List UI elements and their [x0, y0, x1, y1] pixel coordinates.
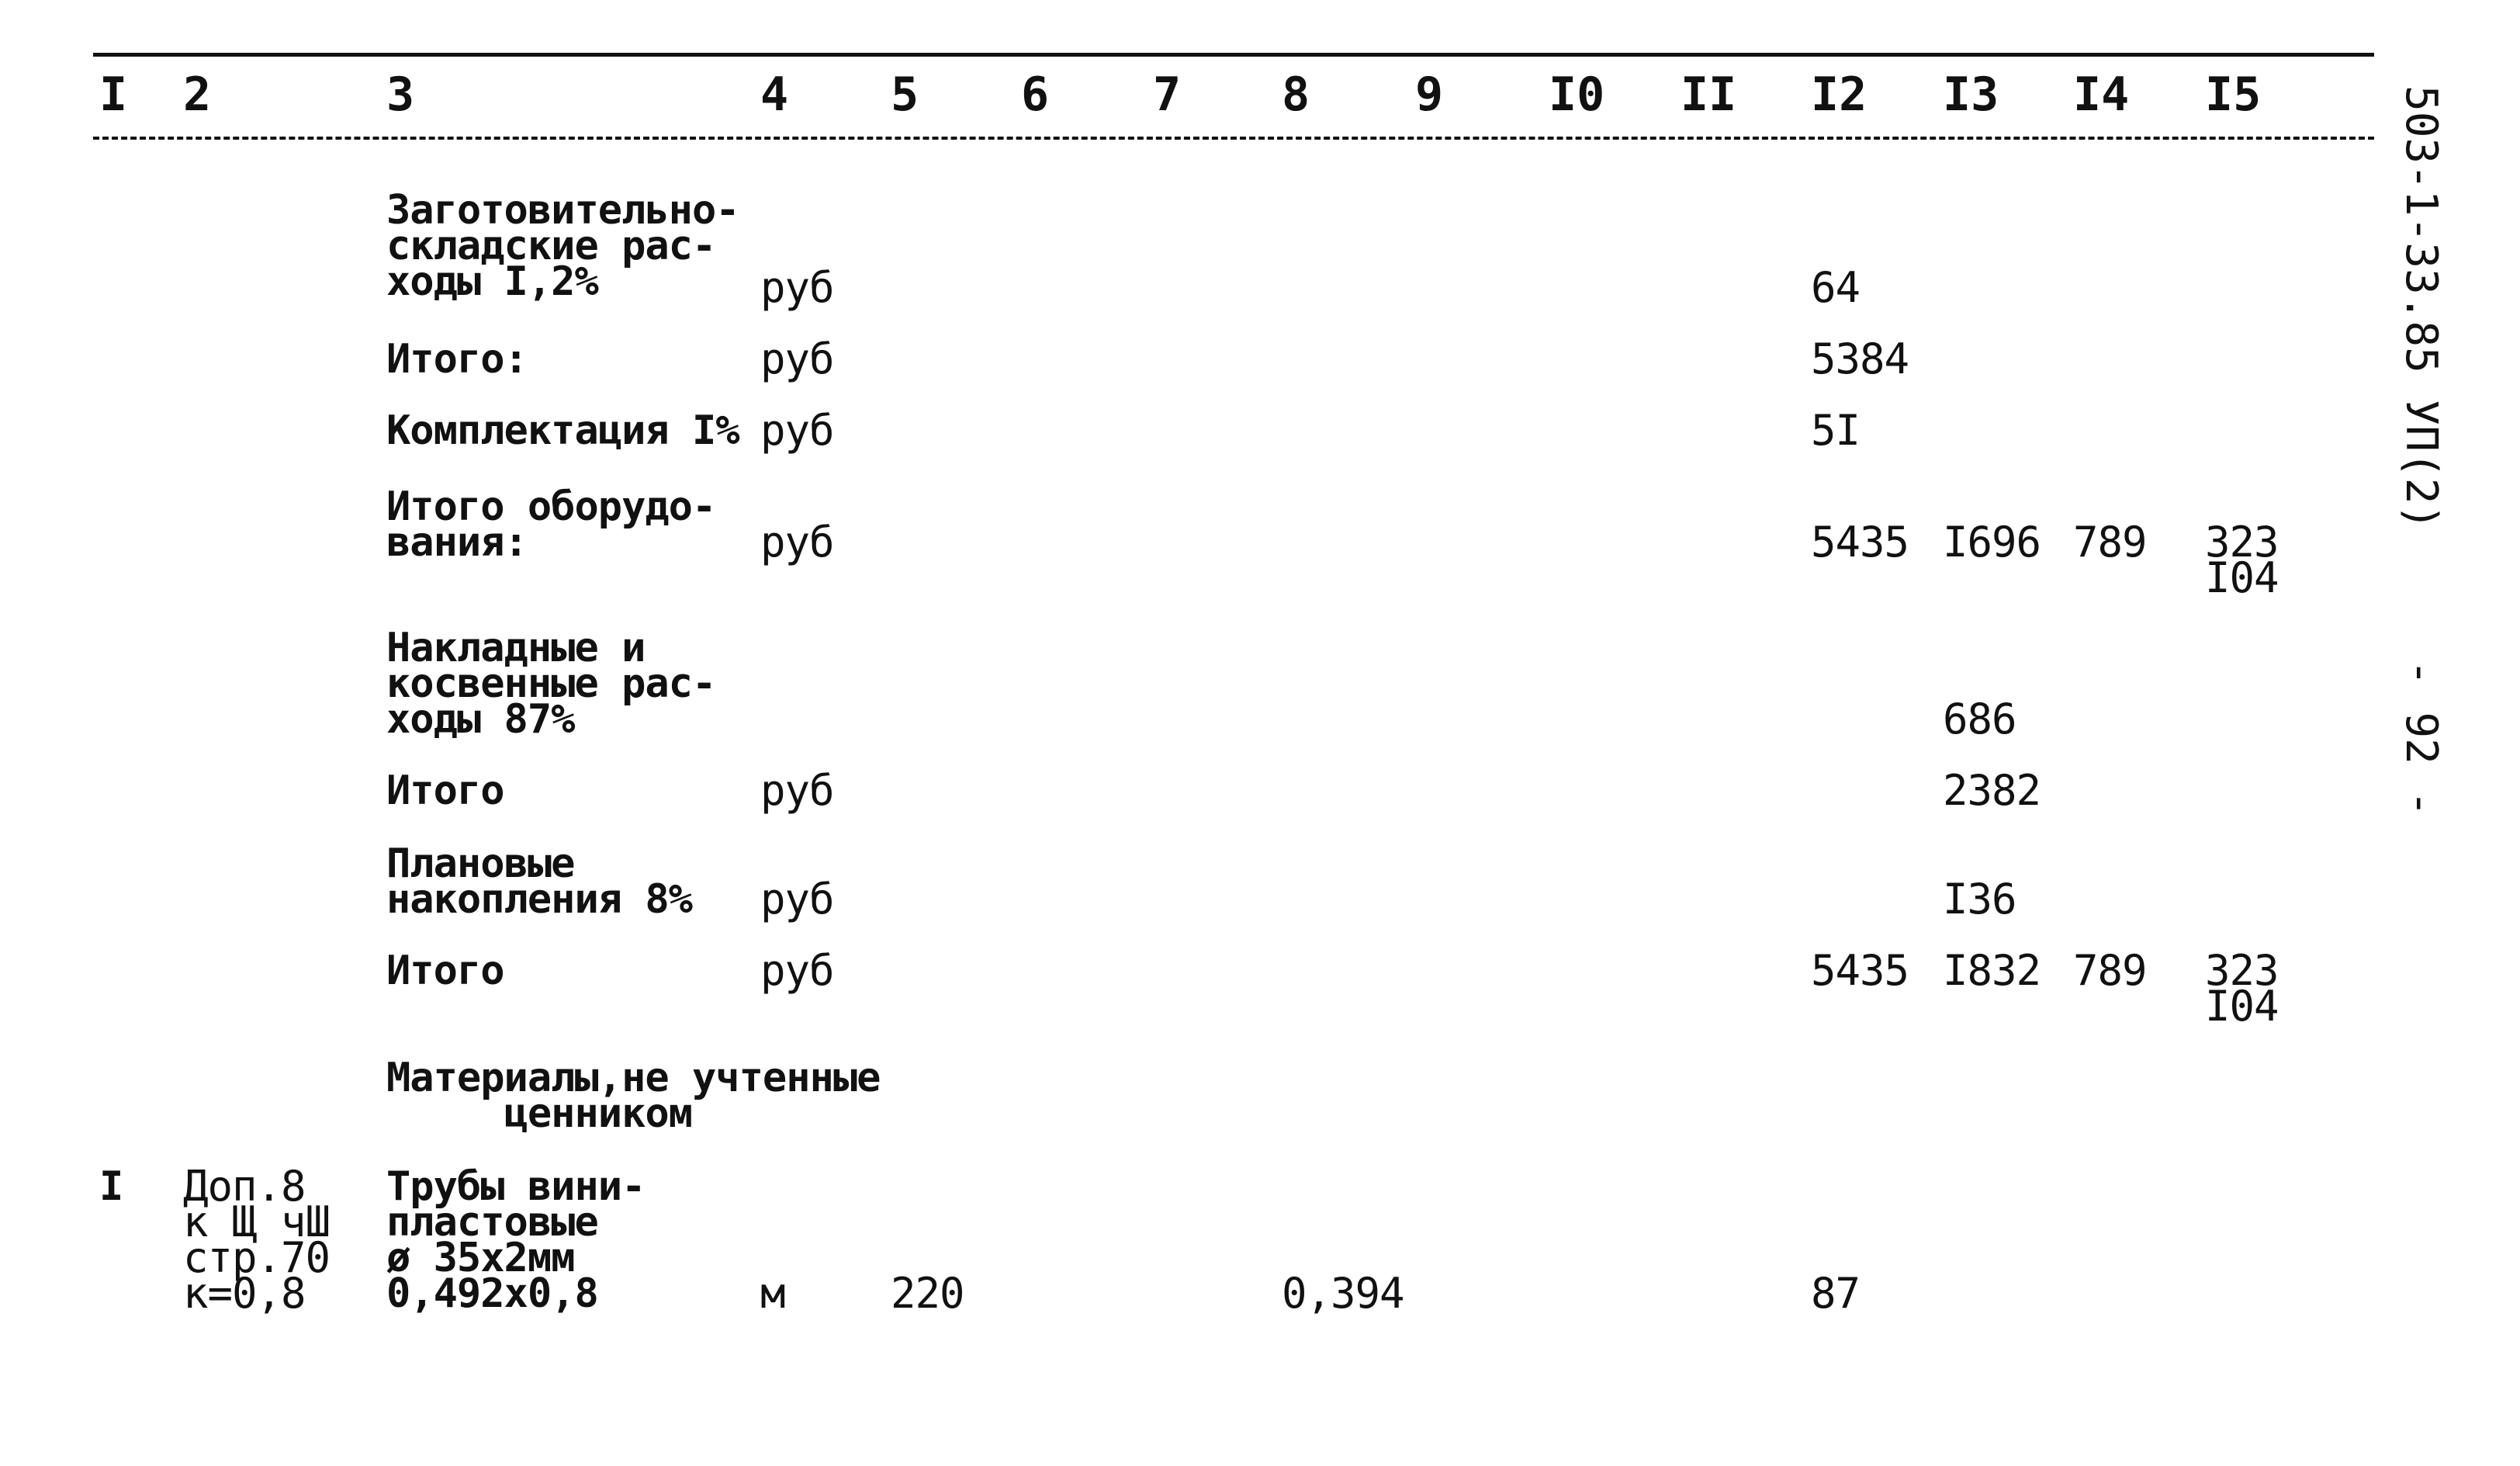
row-unit: руб — [760, 946, 834, 995]
page-number: - 92 - — [2396, 660, 2446, 817]
col-header-9: 9 — [1415, 68, 1444, 122]
col-header-4: 4 — [760, 68, 789, 122]
header-bottom-rule — [93, 137, 2374, 140]
col-header-11: II — [1681, 68, 1737, 122]
row-reference: Доп.8 к Щ чШ стр.70 к=0,8 — [183, 1162, 331, 1318]
row-col15: 323 I04 — [2205, 518, 2279, 602]
row-unit: руб — [760, 263, 834, 312]
col-header-6: 6 — [1021, 68, 1050, 122]
col-header-3: 3 — [386, 68, 415, 122]
row-col12: 5435 — [1811, 946, 1909, 995]
row-name: Итого: — [386, 336, 528, 383]
row-unit: м — [760, 1269, 785, 1318]
row-name: Комплектация I% — [386, 407, 739, 454]
row-unit: руб — [760, 875, 834, 924]
row-col13: I36 — [1943, 875, 2016, 924]
section-heading: Материалы,не учтенные ценником — [386, 1055, 881, 1137]
row-unit: руб — [760, 334, 834, 383]
row-name: Трубы вини- пластовые ø 35х2мм 0,492х0,8 — [386, 1163, 646, 1317]
row-col14: 789 — [2073, 946, 2147, 995]
row-col8: 0,394 — [1282, 1269, 1404, 1318]
col-header-5: 5 — [891, 68, 919, 122]
row-name: Итого оборудо- вания: — [386, 483, 716, 566]
row-name: Итого — [386, 948, 504, 994]
col-header-10: I0 — [1549, 68, 1605, 122]
col-header-7: 7 — [1153, 68, 1182, 122]
col-header-14: I4 — [2073, 68, 2130, 122]
row-col13: 2382 — [1943, 766, 2041, 815]
row-name: Плановые накопления 8% — [386, 840, 692, 923]
row-col5: 220 — [891, 1269, 964, 1318]
col-header-12: I2 — [1811, 68, 1868, 122]
col-header-15: I5 — [2205, 68, 2262, 122]
row-col12: 87 — [1811, 1269, 1861, 1318]
col-header-1: I — [99, 68, 128, 122]
row-name: Итого — [386, 768, 504, 814]
row-col12: 5384 — [1811, 334, 1909, 383]
col-header-8: 8 — [1282, 68, 1310, 122]
row-number: I — [99, 1163, 123, 1210]
row-col15: 323 I04 — [2205, 946, 2279, 1031]
document-code: 503-1-33.85 УП(2) — [2396, 85, 2446, 531]
row-col14: 789 — [2073, 518, 2147, 567]
row-name: Заготовительно- складские рас- ходы I,2% — [386, 187, 739, 305]
row-col12: 64 — [1811, 263, 1861, 312]
row-col13: 686 — [1943, 695, 2016, 743]
col-header-2: 2 — [183, 68, 212, 122]
row-col13: I696 — [1943, 518, 2041, 567]
col-header-13: I3 — [1943, 68, 1999, 122]
row-unit: руб — [760, 518, 834, 567]
table-top-rule — [93, 53, 2374, 57]
row-name: Накладные и косвенные рас- ходы 87% — [386, 625, 716, 743]
row-col12: 5I — [1811, 406, 1861, 455]
row-unit: руб — [760, 766, 834, 815]
row-col13: I832 — [1943, 946, 2041, 995]
row-col12: 5435 — [1811, 518, 1909, 567]
row-unit: руб — [760, 406, 834, 455]
